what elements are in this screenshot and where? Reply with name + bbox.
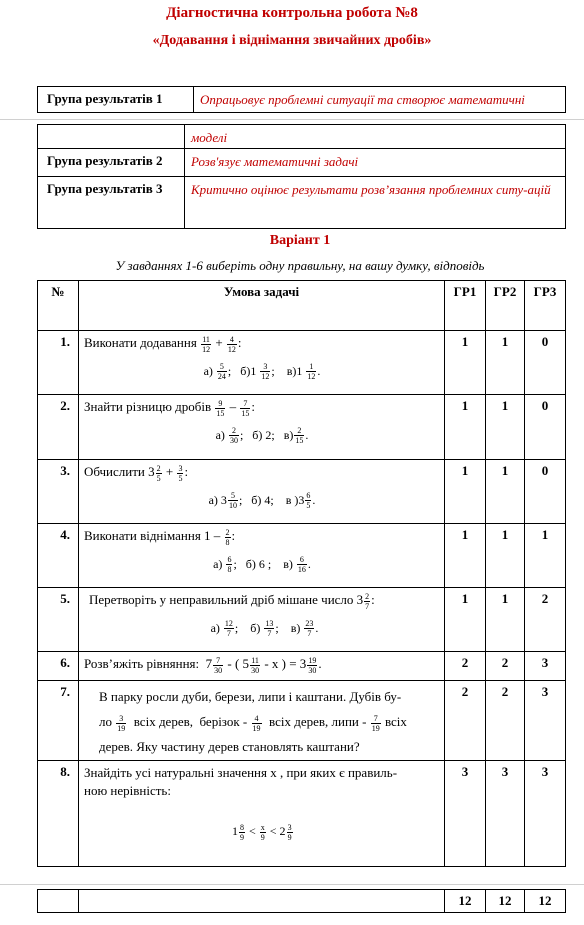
- task-text: Виконати віднімання 1 –: [84, 528, 224, 543]
- score-gr2: 1: [486, 395, 525, 460]
- total-gr1: 12: [445, 890, 486, 913]
- task-number: 1.: [38, 331, 79, 395]
- answer-options: [84, 354, 440, 382]
- fraction: [217, 362, 227, 381]
- score-gr2: 2: [486, 652, 525, 681]
- task-text: всіх дерев, берізок -: [127, 714, 251, 729]
- table-header-row: [38, 281, 566, 331]
- score-gr3: 3: [525, 761, 566, 867]
- header-condition: Умова задачі: [79, 281, 445, 331]
- operator: +: [212, 335, 226, 350]
- fraction: [364, 592, 370, 611]
- fraction: [227, 335, 237, 354]
- document-title: Діагностична контрольна робота №8: [166, 5, 418, 21]
- task-text-end: :: [237, 335, 242, 350]
- fraction: [264, 619, 274, 638]
- fraction: [371, 714, 381, 733]
- results-table-part1: [37, 86, 566, 113]
- fraction-denominator: 12: [227, 344, 236, 354]
- fraction: [228, 491, 238, 510]
- task-text-middle: - x ) = 3: [261, 656, 307, 671]
- fraction-numerator: 2: [225, 527, 230, 537]
- score-gr3: 0: [525, 395, 566, 460]
- option-c: в)1: [274, 363, 306, 378]
- fraction-denominator: 9: [287, 832, 292, 842]
- task-condition: [79, 761, 445, 867]
- score-gr1: 2: [445, 681, 486, 761]
- tasks-table: [37, 280, 566, 867]
- fraction-denominator: 7: [267, 629, 272, 639]
- score-gr3: 3: [525, 681, 566, 761]
- group1-text: Опрацьовує проблемні ситуації та створює математичні: [194, 87, 566, 113]
- score-gr3: 2: [525, 588, 566, 652]
- fraction: [225, 528, 231, 547]
- option-c-end: .: [315, 620, 319, 635]
- task-text-end: :: [231, 528, 236, 543]
- score-gr1: 2: [445, 652, 486, 681]
- task-line-2: [99, 709, 440, 734]
- less-than-sign: <: [246, 824, 259, 838]
- task-line-3: дерев. Яку частину дерев становлять каштани?: [99, 739, 360, 754]
- task-text-end: :: [251, 399, 256, 414]
- score-gr1: 1: [445, 524, 486, 588]
- fraction: [201, 335, 211, 354]
- fraction-numerator: 1: [306, 362, 316, 372]
- fraction-numerator: 19: [308, 655, 317, 665]
- task-condition: [79, 460, 445, 524]
- task-line-2: ною нерівність:: [84, 783, 171, 798]
- fraction: [215, 399, 225, 418]
- fraction-numerator: 2: [156, 463, 161, 473]
- fraction-numerator: 23: [305, 619, 314, 629]
- fraction-denominator: 19: [252, 723, 261, 733]
- fraction-denominator: 19: [117, 723, 126, 733]
- answer-options: [84, 418, 440, 446]
- fraction-numerator: 9: [215, 399, 225, 409]
- table-row: [38, 331, 566, 395]
- group3-text: Критично оцінює результати розв’язання проблемних ситу-ацій: [185, 177, 566, 229]
- answer-options: [89, 611, 440, 639]
- option-a: а): [215, 427, 228, 442]
- table-row: [38, 460, 566, 524]
- fraction: [304, 619, 314, 638]
- fraction: [252, 714, 262, 733]
- fraction: [213, 656, 223, 675]
- header-gr2: ГР2: [486, 281, 525, 331]
- task-text-end: :: [184, 464, 189, 479]
- fraction: [177, 464, 183, 483]
- fraction-numerator: 3: [287, 822, 292, 832]
- table-row: [38, 652, 566, 681]
- answer-options: [84, 483, 440, 511]
- fraction-numerator: 7: [213, 656, 223, 666]
- option-b: б)1: [234, 363, 260, 378]
- totals-condition-cell: [79, 890, 445, 913]
- table-row: [38, 588, 566, 652]
- fraction-numerator: 4: [227, 335, 237, 345]
- less-than-sign: < 2: [266, 824, 286, 838]
- score-gr2: 3: [486, 761, 525, 867]
- fraction-denominator: 15: [216, 408, 225, 418]
- score-gr1: 1: [445, 331, 486, 395]
- fraction: [297, 555, 307, 574]
- fraction-denominator: 24: [217, 372, 226, 382]
- operator: –: [226, 399, 240, 414]
- instruction-text: У завданнях 1-6 виберіть одну правильну, на вашу думку, відповідь: [115, 258, 485, 273]
- fraction-denominator: 16: [297, 565, 306, 575]
- score-gr2: 1: [486, 588, 525, 652]
- task-text: Перетворіть у неправильний дріб мішане число 3: [89, 592, 364, 607]
- option-c: в): [278, 620, 304, 635]
- score-gr3: 0: [525, 460, 566, 524]
- group2-label: Група результатів 2: [38, 149, 185, 177]
- fraction-numerator: 13: [265, 619, 274, 629]
- fraction-denominator: 5: [178, 473, 183, 483]
- task-number: 6.: [38, 652, 79, 681]
- task-line-1: В парку росли дуби, берези, липи і каштани. Дубів бу-: [99, 689, 402, 704]
- option-a-end: ;: [227, 363, 235, 378]
- option-a: а): [203, 363, 216, 378]
- fraction: [305, 491, 311, 510]
- fraction: [307, 656, 317, 675]
- task-condition: [79, 395, 445, 460]
- task-condition: [79, 524, 445, 588]
- task-text: всіх дерев, липи -: [262, 714, 370, 729]
- score-gr3: 0: [525, 331, 566, 395]
- total-gr3: 12: [525, 890, 566, 913]
- fraction: [229, 426, 239, 445]
- header-gr1: ГР1: [445, 281, 486, 331]
- fraction-denominator: 30: [214, 665, 223, 675]
- fraction-denominator: 9: [260, 832, 265, 842]
- operator: +: [162, 464, 177, 479]
- fraction: [250, 656, 260, 675]
- page-break-line: [0, 119, 584, 120]
- fraction-denominator: 5: [156, 473, 161, 483]
- task-number: 8.: [38, 761, 79, 867]
- totals-table: [37, 889, 566, 913]
- task-number: 4.: [38, 524, 79, 588]
- task-number: 3.: [38, 460, 79, 524]
- option-b: б): [238, 620, 264, 635]
- fraction-denominator: 30: [251, 665, 260, 675]
- fraction-numerator: 11: [251, 655, 259, 665]
- score-gr1: 1: [445, 460, 486, 524]
- task-line-1: Знайдіть усі натуральні значення x , при яких є правиль-: [84, 765, 398, 780]
- fraction-denominator: 8: [225, 537, 230, 547]
- fraction-numerator: 6: [227, 555, 232, 565]
- option-b-end: ;: [271, 363, 275, 378]
- fraction-denominator: 9: [240, 832, 244, 842]
- table-row: [38, 524, 566, 588]
- group1-label: Група результатів 1: [38, 87, 194, 113]
- task-text: Знайти різницю дробів: [84, 399, 215, 414]
- fraction: [260, 362, 270, 381]
- fraction-numerator: 3: [260, 362, 270, 372]
- inequality-whole: 1: [232, 824, 238, 838]
- option-b-end: .: [305, 427, 309, 442]
- fraction-numerator: 6: [297, 555, 307, 565]
- fraction-denominator: 10: [228, 501, 237, 511]
- option-a-end: ;: [233, 556, 237, 571]
- fraction-denominator: 5: [306, 501, 311, 511]
- fraction-denominator: 19: [371, 723, 380, 733]
- task-condition: [79, 588, 445, 652]
- fraction: [294, 426, 304, 445]
- document-subtitle: «Додавання і віднімання звичайних дробів»: [152, 33, 432, 48]
- fraction: [260, 823, 266, 842]
- task-number: 2.: [38, 395, 79, 460]
- fraction-numerator: 3: [116, 714, 126, 724]
- operator: - ( 5: [224, 656, 250, 671]
- task-condition: [79, 652, 445, 681]
- score-gr2: 1: [486, 460, 525, 524]
- fraction-denominator: 12: [307, 372, 316, 382]
- totals-row: [38, 890, 566, 913]
- fraction-numerator: 2: [229, 426, 239, 436]
- fraction-denominator: 7: [226, 629, 231, 639]
- task-number: 5.: [38, 588, 79, 652]
- fraction-denominator: 30: [229, 436, 238, 446]
- fraction-numerator: 8: [240, 822, 244, 832]
- task-text: Виконати додавання: [84, 335, 201, 350]
- fraction-denominator: 15: [295, 436, 304, 446]
- score-gr1: 3: [445, 761, 486, 867]
- group1-text-continued: моделі: [185, 125, 566, 149]
- task-text: Розв’яжіть рівняння: 7: [84, 656, 213, 671]
- fraction-numerator: 7: [371, 714, 381, 724]
- task-text: ло: [99, 714, 116, 729]
- group2-text: Розв'язує математичні задачі: [185, 149, 566, 177]
- option-b-end: .: [307, 556, 311, 571]
- option-a: а): [213, 556, 226, 571]
- score-gr3: 3: [525, 652, 566, 681]
- option-b-end: ;: [275, 620, 279, 635]
- group3-label: Група результатів 3: [38, 177, 185, 229]
- results-table-part2: [37, 124, 566, 229]
- fraction-denominator: 12: [261, 372, 270, 382]
- fraction-numerator: 3: [178, 463, 183, 473]
- task-number: 7.: [38, 681, 79, 761]
- task-condition: [79, 331, 445, 395]
- fraction-denominator: 15: [241, 408, 250, 418]
- variant-title: Варіант 1: [269, 233, 331, 248]
- fraction-denominator: 30: [308, 665, 317, 675]
- fraction-denominator: 7: [365, 601, 370, 611]
- fraction-numerator: 5: [228, 491, 238, 501]
- score-gr2: 2: [486, 681, 525, 761]
- score-gr3: 1: [525, 524, 566, 588]
- option-b: б) 2; в): [243, 427, 294, 442]
- task-text: всіх: [381, 714, 407, 729]
- fraction-denominator: 12: [202, 344, 211, 354]
- fraction-denominator: 7: [307, 629, 312, 639]
- option-b: б) 6 ; в): [236, 556, 296, 571]
- header-gr3: ГР3: [525, 281, 566, 331]
- fraction-numerator: 2: [365, 591, 370, 601]
- table-row: [38, 395, 566, 460]
- fraction: [240, 399, 250, 418]
- fraction-numerator: 6: [306, 491, 311, 501]
- fraction: [156, 464, 162, 483]
- task-text-end: :: [371, 592, 375, 607]
- fraction: [306, 362, 316, 381]
- fraction-numerator: 5: [217, 362, 227, 372]
- fraction: [116, 714, 126, 733]
- task-text-end: .: [318, 656, 322, 671]
- score-gr2: 1: [486, 331, 525, 395]
- option-b-end: .: [312, 492, 316, 507]
- task-text: Обчислити 3: [84, 464, 155, 479]
- table-row: [38, 761, 566, 867]
- fraction-numerator: x: [260, 822, 265, 832]
- score-gr1: 1: [445, 588, 486, 652]
- score-gr2: 1: [486, 524, 525, 588]
- option-b: б) 4; в )3: [242, 492, 305, 507]
- table-row: [38, 681, 566, 761]
- fraction-denominator: 8: [227, 565, 232, 575]
- fraction-numerator: 7: [240, 399, 250, 409]
- fraction: [224, 619, 234, 638]
- option-a-end: ;: [234, 620, 239, 635]
- totals-number-cell: [38, 890, 79, 913]
- option-a: а) 3: [208, 492, 227, 507]
- fraction-numerator: 4: [252, 714, 262, 724]
- option-a: а): [210, 620, 223, 635]
- header-number: №: [38, 281, 79, 331]
- score-gr1: 1: [445, 395, 486, 460]
- fraction-numerator: 2: [294, 426, 304, 436]
- fraction-numerator: 11: [202, 334, 210, 344]
- fraction: [287, 823, 293, 842]
- fraction: [239, 823, 245, 842]
- option-a-end: ;: [239, 427, 244, 442]
- fraction-numerator: 12: [224, 619, 233, 629]
- fraction: [226, 555, 232, 574]
- option-a-end: ;: [238, 492, 243, 507]
- option-c-end: .: [317, 363, 321, 378]
- group1-label-continued: [38, 125, 185, 149]
- task-condition: [79, 681, 445, 761]
- answer-options: [84, 547, 440, 575]
- total-gr2: 12: [486, 890, 525, 913]
- page-break-line-bottom: [0, 884, 584, 885]
- inequality: [84, 800, 440, 842]
